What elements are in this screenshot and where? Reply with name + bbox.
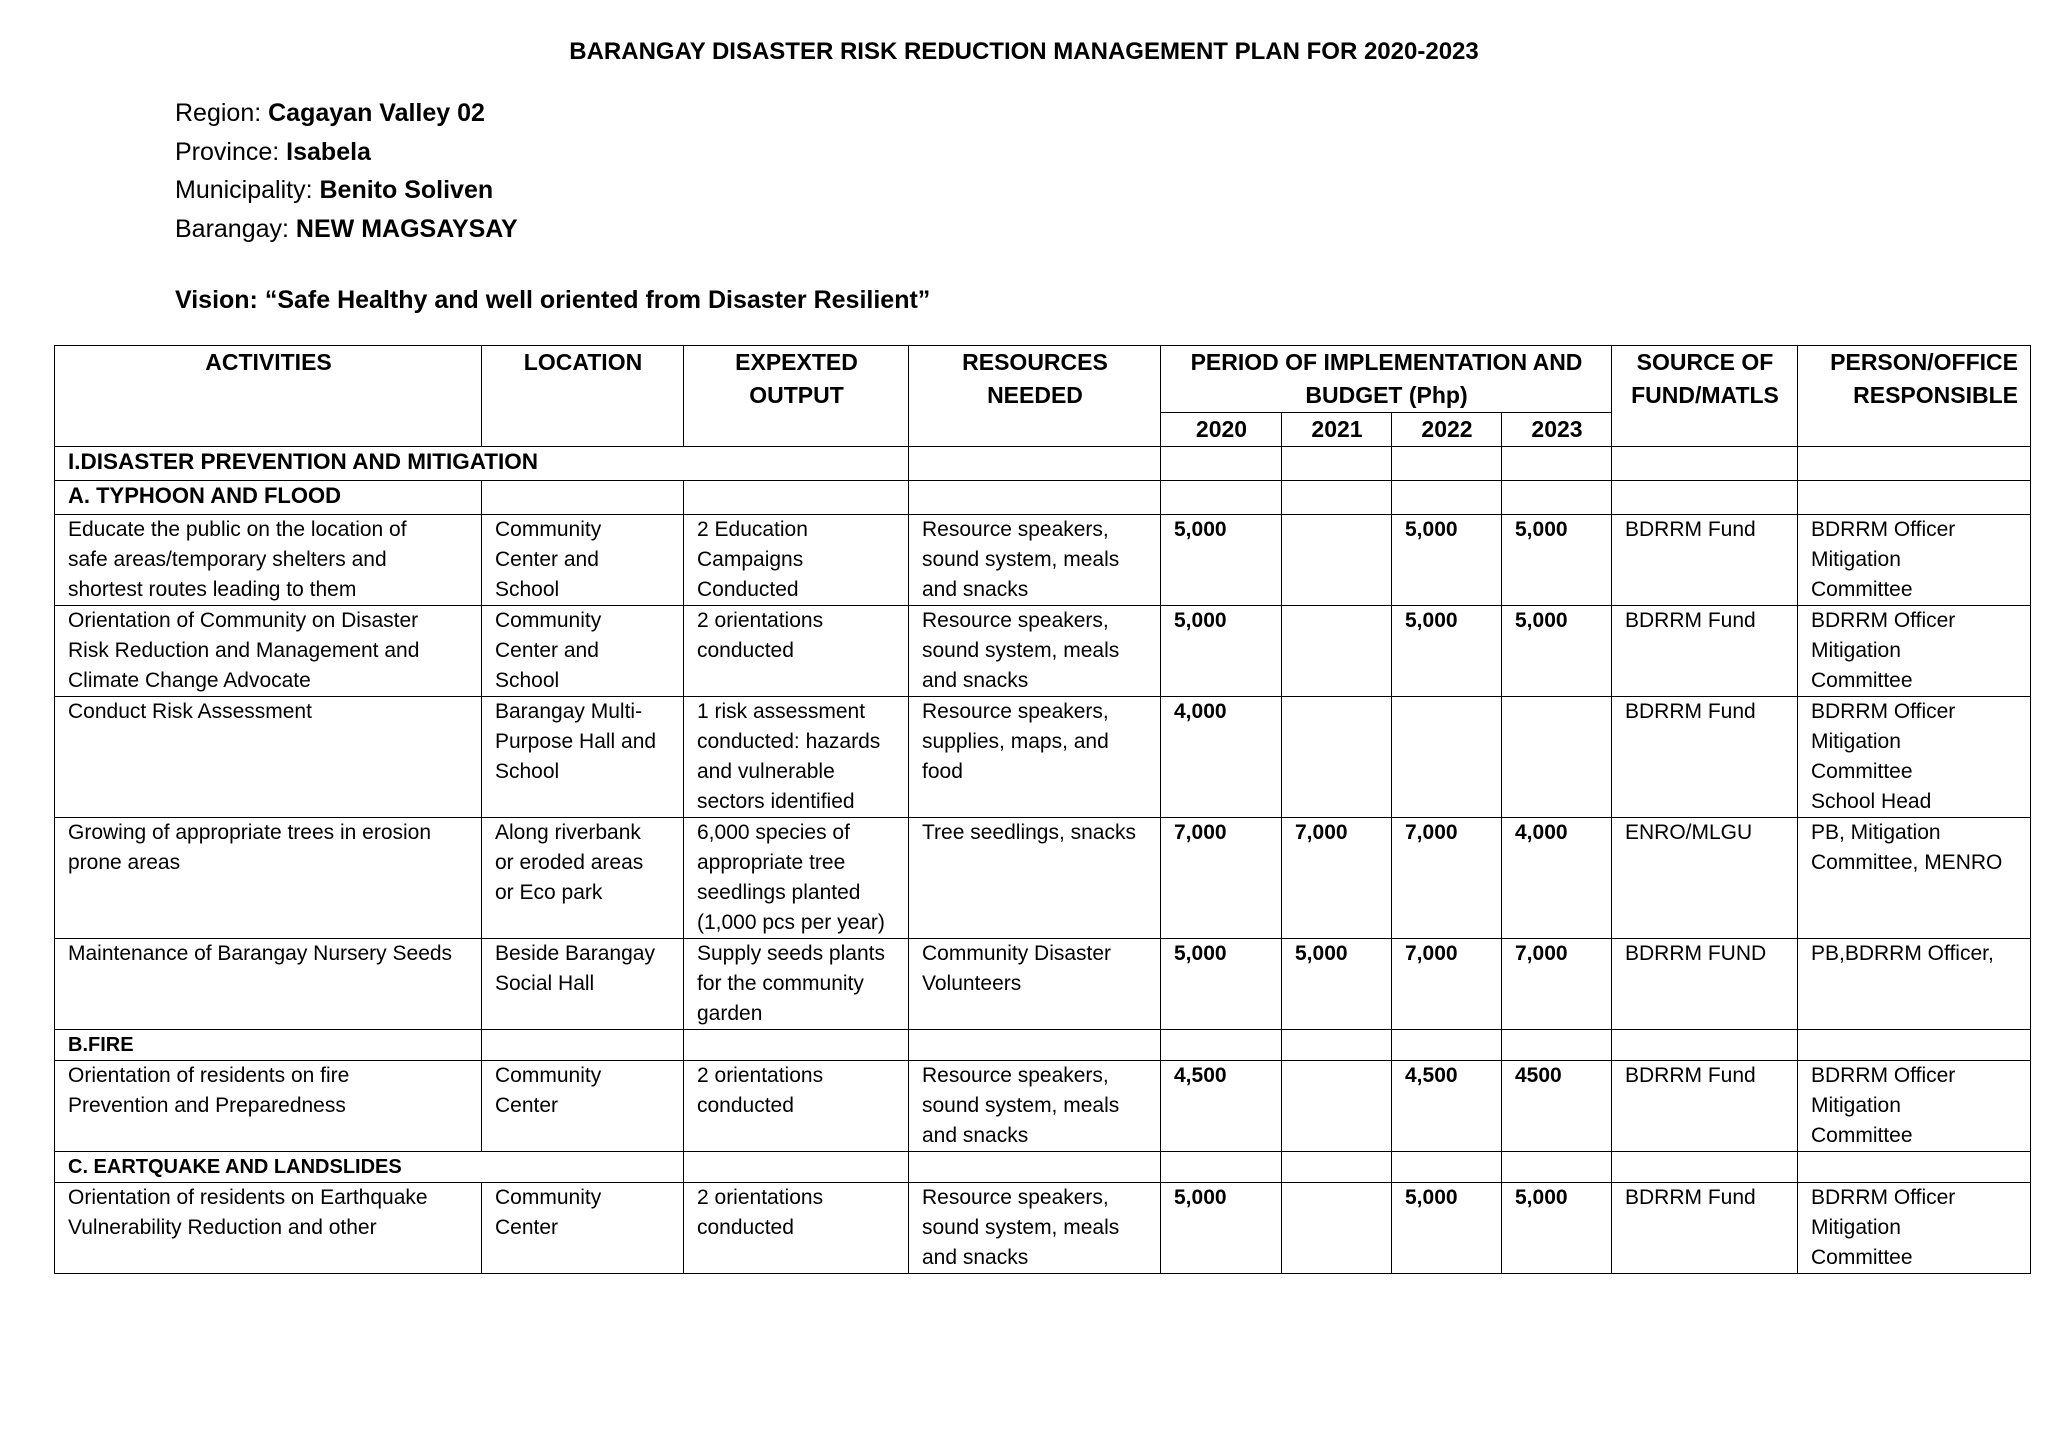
municipality-value: Benito Soliven [319, 176, 494, 204]
table-row: Educate the public on the location of safe areas/temporary shelters and shortest routes leading to them Community Center and School 2 Education Campaigns Conducted Resource speakers, sound system, meals and snacks 5,000 5,000 5,000 BDRRM Fund BDRRM Officer Mitigation Committee [55, 515, 2031, 606]
header-year-2021: 2021 [1282, 413, 1392, 447]
municipality-line: Municipality: Benito Soliven [175, 176, 494, 204]
table-row: Maintenance of Barangay Nursery Seeds Beside Barangay Social Hall Supply seeds plants for the community garden Community Disaster Volunteers 5,000 5,000 7,000 7,000 BDRRM FUND PB,BDRRM Officer, [55, 939, 2031, 1030]
table-row: Orientation of residents on fire Prevention and Preparedness Community Center 2 orientations conducted Resource speakers, sound system, meals and snacks 4,500 4,500 4500 BDRRM Fund BDRRM Officer Mitigation Committee [55, 1061, 2031, 1152]
subsection-row [55, 1152, 2031, 1183]
table-row: Growing of appropriate trees in erosion prone areas Along riverbank or eroded areas or Eco park 6,000 species of appropriate tree seedlings planted (1,000 pcs per year) Tree seedlings, snacks 7,000 7,000 7,000 4,000 ENRO/MLGU PB, Mitigation Committee, MENRO [55, 818, 2031, 939]
page-title: BARANGAY DISASTER RISK REDUCTION MANAGEMENT PLAN FOR 2020-2023 [569, 38, 1479, 65]
table-row: Orientation of Community on Disaster Risk Reduction and Management and Climate Change Advocate Community Center and School 2 orientations conducted Resource speakers, sound system, meals and snacks 5,000 5,000 5,000 BDRRM Fund BDRRM Officer Mitigation Committee [55, 606, 2031, 697]
header-location: LOCATION [482, 346, 684, 447]
header-year-2020: 2020 [1161, 413, 1282, 447]
plan-table [54, 345, 2031, 1274]
subsection-row [55, 481, 2031, 515]
subsection-title: A. TYPHOON AND FLOOD [55, 481, 482, 515]
location-info [175, 94, 518, 248]
table-row: Conduct Risk Assessment Barangay Multi- Purpose Hall and School 1 risk assessment conducted: hazards and vulnerable sectors identified Resource speakers, supplies, maps, and food 4,000 BDRRM Fund BDRRM Officer Mitigation Committee School Head [55, 697, 2031, 818]
subsection-row [55, 1030, 2031, 1061]
header-year-2023: 2023 [1502, 413, 1612, 447]
subsection-title: C. EARTQUAKE AND LANDSLIDES [55, 1152, 684, 1183]
barangay-value: NEW MAGSAYSAY [295, 214, 518, 243]
section-row [55, 447, 2031, 481]
vision-statement: Vision: “Safe Healthy and well oriented from Disaster Resilient” [175, 286, 931, 314]
subsection-title: B.FIRE [55, 1030, 482, 1061]
section-title: I.DISASTER PREVENTION AND MITIGATION [55, 447, 909, 481]
header-resources: RESOURCES NEEDED [909, 346, 1161, 447]
header-period: PERIOD OF IMPLEMENTATION AND BUDGET (Php) [1161, 346, 1612, 413]
province-value: Isabela [286, 137, 371, 166]
header-source: SOURCE OF FUND/MATLS [1612, 346, 1798, 447]
header-activities: ACTIVITIES [55, 346, 482, 447]
header-person: PERSON/OFFICE RESPONSIBLE [1798, 346, 2031, 447]
region-line: Region: Cagayan Valley 02 [175, 99, 485, 127]
region-value: Cagayan Valley 02 [268, 99, 485, 127]
header-year-2022: 2022 [1392, 413, 1502, 447]
barangay-line: Barangay: NEW MAGSAYSAY [175, 214, 518, 243]
province-line: Province: Isabela [175, 137, 371, 166]
header-expected-output: EXPEXTED OUTPUT [684, 346, 909, 447]
table-row: Orientation of residents on Earthquake Vulnerability Reduction and other Community Center 2 orientations conducted Resource speakers, sound system, meals and snacks 5,000 5,000 5,000 BDRRM Fund BDRRM Officer Mitigation Committee [55, 1183, 2031, 1274]
